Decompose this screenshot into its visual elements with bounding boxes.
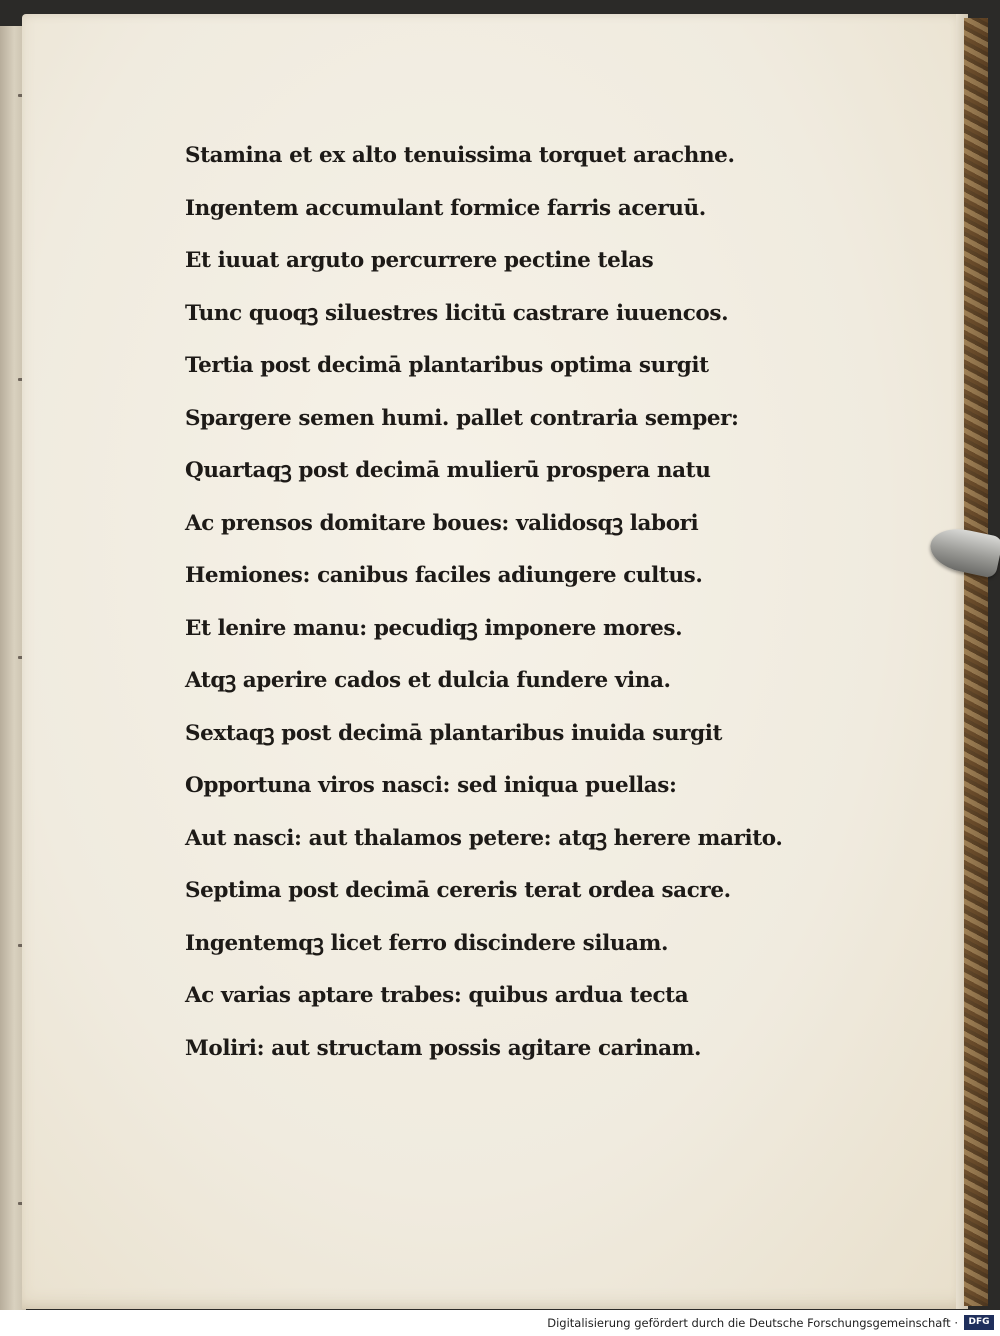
verse-line: Aut nasci: aut thalamos petere: atqꝫ herere marito. <box>185 825 783 851</box>
verse-text-block <box>185 138 783 1083</box>
verse-line: Et iuuat arguto percurrere pectine telas <box>185 248 654 273</box>
verse-line: Ac prensos domitare boues: validosqꝫ labori <box>185 510 699 536</box>
dfg-logo: DFG <box>964 1315 994 1330</box>
verse-line: Atqꝫ aperire cados et dulcia fundere vina. <box>185 668 671 693</box>
verse-line: Septima post decimā cereris terat ordea sacre. <box>185 878 731 903</box>
verse-line: Ac varias aptare trabes: quibus ardua tecta <box>185 983 689 1008</box>
footer-credit: Digitalisierung gefördert durch die Deutsche Forschungsgemeinschaft · <box>547 1316 958 1330</box>
verse-line: Stamina et ex alto tenuissima torquet arachne. <box>185 143 735 168</box>
verse-line: Et lenire manu: pecudiqꝫ imponere mores. <box>185 615 683 641</box>
verse-line: Ingentemqꝫ licet ferro discindere siluam. <box>185 930 669 956</box>
verse-line: Tunc quoqꝫ siluestres licitū castrare iuuencos. <box>185 300 729 326</box>
verse-line: Quartaqꝫ post decimā mulierū prospera natu <box>185 458 711 483</box>
verse-line: Spargere semen humi. pallet contraria semper: <box>185 405 739 431</box>
verse-line: Moliri: aut structam possis agitare carinam. <box>185 1035 702 1061</box>
verse-line: Ingentem accumulant formice farris aceruū. <box>185 195 706 221</box>
verse-line: Opportuna viros nasci: sed iniqua puellas: <box>185 773 677 798</box>
footer-bar <box>0 1310 1000 1336</box>
verse-line: Sextaqꝫ post decimā plantaribus inuida surgit <box>185 720 723 746</box>
marbled-cover-board <box>964 18 988 1306</box>
verse-line: Tertia post decimā plantaribus optima surgit <box>185 353 709 378</box>
verse-line: Hemiones: canibus faciles adiungere cultus. <box>185 563 703 588</box>
